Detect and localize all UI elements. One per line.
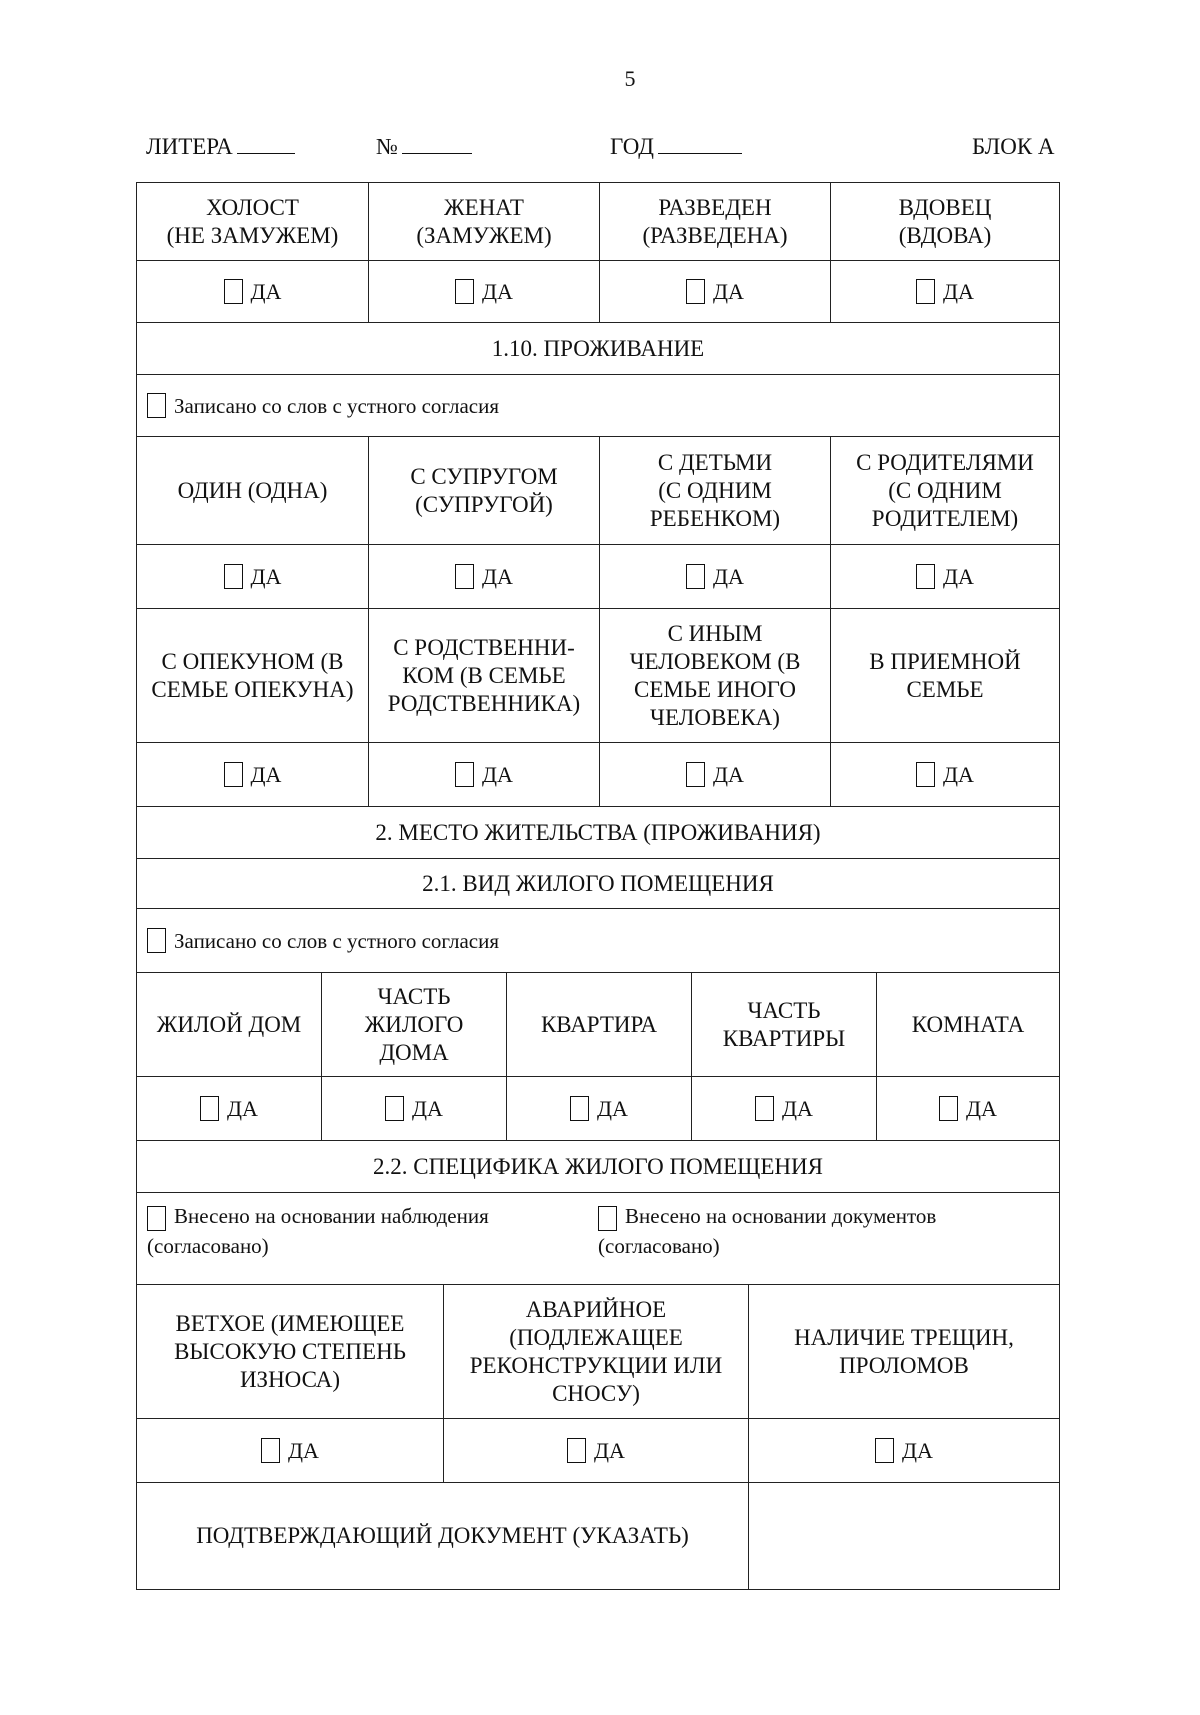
room-option[interactable] (876, 1077, 1059, 1140)
living-guardian-header: С ОПЕКУНОМ (В СЕМЬЕ ОПЕКУНА) (151, 648, 354, 702)
page-number: 5 (624, 66, 636, 91)
checkbox-label: ДА (943, 761, 974, 787)
litera-label: ЛИТЕРА (146, 134, 233, 159)
checkbox[interactable] (916, 279, 935, 304)
year-blank[interactable] (658, 135, 742, 154)
confirming-document-field[interactable] (748, 1483, 1059, 1589)
marital-widowed-option[interactable] (830, 261, 1059, 322)
specifics-checkbox-row (136, 1418, 1060, 1482)
residence-consent-label: Записано со слов с устного согласия (174, 928, 499, 953)
documents-label: Внесено на основании документов (625, 1204, 937, 1228)
observation-note: (согласовано) (147, 1234, 269, 1258)
living-relative-header: С РОДСТВЕННИ- КОМ (В СЕМЬЕ РОДСТВЕННИКА) (368, 609, 599, 742)
documents-note: (согласовано) (598, 1234, 720, 1258)
checkbox-label: ДА (482, 278, 513, 304)
apartment-header: КВАРТИРА (506, 973, 691, 1076)
room-header: КОМНАТА (876, 973, 1059, 1076)
specifics-title-row (136, 1140, 1060, 1192)
marital-header-row (136, 182, 1060, 260)
living-checkbox-row-2 (136, 742, 1060, 806)
litera-blank[interactable] (237, 135, 295, 154)
litera-field[interactable] (146, 134, 295, 160)
checkbox[interactable] (147, 1206, 166, 1231)
checkbox-label: ДА (597, 1095, 628, 1121)
checkbox-label: ДА (482, 761, 513, 787)
living-children-header: С ДЕТЬМИ (С ОДНИМ РЕБЕНКОМ) (599, 437, 830, 544)
living-children-option[interactable] (599, 545, 830, 608)
marital-divorced-option[interactable] (599, 261, 830, 322)
checkbox-label: ДА (250, 278, 282, 304)
marital-widowed-header: ВДОВЕЦ (ВДОВА) (830, 183, 1059, 260)
checkbox[interactable] (147, 928, 166, 953)
checkbox[interactable] (224, 279, 243, 304)
confirming-document-label: ПОДТВЕРЖДАЮЩИЙ ДОКУМЕНТ (УКАЗАТЬ) (196, 1523, 689, 1548)
residence-title: 2. МЕСТО ЖИТЕЛЬСТВА (ПРОЖИВАНИЯ) (375, 819, 821, 845)
living-foster-family-option[interactable] (830, 743, 1059, 806)
dilapidated-option[interactable] (137, 1419, 443, 1482)
residence-title-row (136, 806, 1060, 858)
confirming-document-row (136, 1482, 1060, 1590)
checkbox-label: ДА (412, 1095, 443, 1121)
checkbox[interactable] (686, 564, 705, 589)
checkbox-label: ДА (943, 278, 974, 304)
living-guardian-option[interactable] (137, 743, 368, 806)
specifics-source-row (136, 1192, 1060, 1284)
living-spouse-option[interactable] (368, 545, 599, 608)
living-parents-header: С РОДИТЕЛЯМИ (С ОДНИМ РОДИТЕЛЕМ) (830, 437, 1059, 544)
house-part-header: ЧАСТЬ ЖИЛОГО ДОМА (321, 973, 506, 1076)
apartment-part-header: ЧАСТЬ КВАРТИРЫ (691, 973, 876, 1076)
checkbox[interactable] (570, 1096, 589, 1121)
residence-checkbox-row (136, 1076, 1060, 1140)
living-consent-label: Записано со слов с устного согласия (174, 393, 499, 418)
year-field[interactable] (610, 134, 742, 160)
living-other-person-header: С ИНЫМ ЧЕЛОВЕКОМ (В СЕМЬЕ ИНОГО ЧЕЛОВЕКА) (599, 609, 830, 742)
cracks-header: НАЛИЧИЕ ТРЕЩИН, ПРОЛОМОВ (748, 1285, 1059, 1418)
apartment-option[interactable] (506, 1077, 691, 1140)
marital-single-header: ХОЛОСТ (НЕ ЗАМУЖЕМ) (166, 194, 339, 248)
checkbox-label: ДА (250, 761, 282, 787)
marital-married-header: ЖЕНАТ (ЗАМУЖЕМ) (368, 183, 599, 260)
marital-checkbox-row (136, 260, 1060, 322)
number-blank[interactable] (402, 135, 472, 154)
specifics-header-row (136, 1284, 1060, 1418)
apartment-part-option[interactable] (691, 1077, 876, 1140)
living-consent-option[interactable] (137, 375, 1059, 436)
checkbox[interactable] (455, 564, 474, 589)
living-alone-header: ОДИН (ОДНА) (177, 477, 328, 503)
number-field[interactable] (376, 134, 472, 160)
number-label: № (376, 134, 398, 159)
checkbox[interactable] (686, 279, 705, 304)
checkbox-label: ДА (713, 563, 744, 589)
residence-consent-option[interactable] (137, 909, 1059, 972)
cracks-option[interactable] (748, 1419, 1059, 1482)
checkbox-label: ДА (713, 761, 744, 787)
checkbox[interactable] (567, 1438, 586, 1463)
checkbox[interactable] (598, 1206, 617, 1231)
checkbox-label: ДА (482, 563, 513, 589)
house-part-option[interactable] (321, 1077, 506, 1140)
living-spouse-header: С СУПРУГОМ (СУПРУГОЙ) (368, 437, 599, 544)
marital-divorced-header: РАЗВЕДЕН (РАЗВЕДЕНА) (599, 183, 830, 260)
house-option[interactable] (137, 1077, 321, 1140)
living-foster-family-header: В ПРИЕМНОЙ СЕМЬЕ (830, 609, 1059, 742)
living-header-row-1 (136, 436, 1060, 544)
observation-option[interactable] (147, 1201, 598, 1276)
residence-subtitle-row (136, 858, 1060, 908)
checkbox[interactable] (224, 762, 243, 787)
checkbox-label: ДА (713, 278, 744, 304)
checkbox-label: ДА (227, 1095, 258, 1121)
checkbox[interactable] (755, 1096, 774, 1121)
year-label: ГОД (610, 134, 654, 159)
emergency-option[interactable] (443, 1419, 748, 1482)
checkbox[interactable] (455, 762, 474, 787)
checkbox[interactable] (147, 393, 166, 418)
residence-subtitle: 2.1. ВИД ЖИЛОГО ПОМЕЩЕНИЯ (422, 870, 774, 896)
dilapidated-header: ВЕТХОЕ (ИМЕЮЩЕЕ ВЫСОКУЮ СТЕПЕНЬ ИЗНОСА) (174, 1310, 406, 1392)
checkbox-label: ДА (594, 1437, 625, 1463)
documents-option[interactable] (598, 1201, 1049, 1276)
marital-married-option[interactable] (368, 261, 599, 322)
marital-single-option[interactable] (137, 261, 368, 322)
living-consent-row (136, 374, 1060, 436)
checkbox[interactable] (224, 564, 243, 589)
residence-header-row (136, 972, 1060, 1076)
checkbox[interactable] (385, 1096, 404, 1121)
living-section-title-row (136, 322, 1060, 374)
living-checkbox-row-1 (136, 544, 1060, 608)
living-header-row-2 (136, 608, 1060, 742)
checkbox-label: ДА (288, 1437, 319, 1463)
checkbox-label: ДА (943, 563, 974, 589)
living-relative-option[interactable] (368, 743, 599, 806)
checkbox[interactable] (916, 762, 935, 787)
living-alone-option[interactable] (137, 545, 368, 608)
checkbox[interactable] (939, 1096, 958, 1121)
specifics-title: 2.2. СПЕЦИФИКА ЖИЛОГО ПОМЕЩЕНИЯ (373, 1153, 823, 1179)
checkbox[interactable] (916, 564, 935, 589)
emergency-header: АВАРИЙНОЕ (ПОДЛЕЖАЩЕЕ РЕКОНСТРУКЦИИ ИЛИ СНОСУ) (443, 1285, 748, 1418)
checkbox-label: ДА (782, 1095, 813, 1121)
checkbox[interactable] (875, 1438, 894, 1463)
checkbox[interactable] (200, 1096, 219, 1121)
checkbox-label: ДА (902, 1437, 933, 1463)
living-other-person-option[interactable] (599, 743, 830, 806)
house-header: ЖИЛОЙ ДОМ (156, 1011, 302, 1037)
living-parents-option[interactable] (830, 545, 1059, 608)
block-label: БЛОК А (972, 134, 1055, 159)
living-section-title: 1.10. ПРОЖИВАНИЕ (491, 335, 705, 361)
observation-label: Внесено на основании наблюдения (174, 1204, 489, 1228)
checkbox[interactable] (686, 762, 705, 787)
checkbox-label: ДА (966, 1095, 997, 1121)
checkbox[interactable] (455, 279, 474, 304)
checkbox-label: ДА (250, 563, 282, 589)
checkbox[interactable] (261, 1438, 280, 1463)
residence-consent-row (136, 908, 1060, 972)
